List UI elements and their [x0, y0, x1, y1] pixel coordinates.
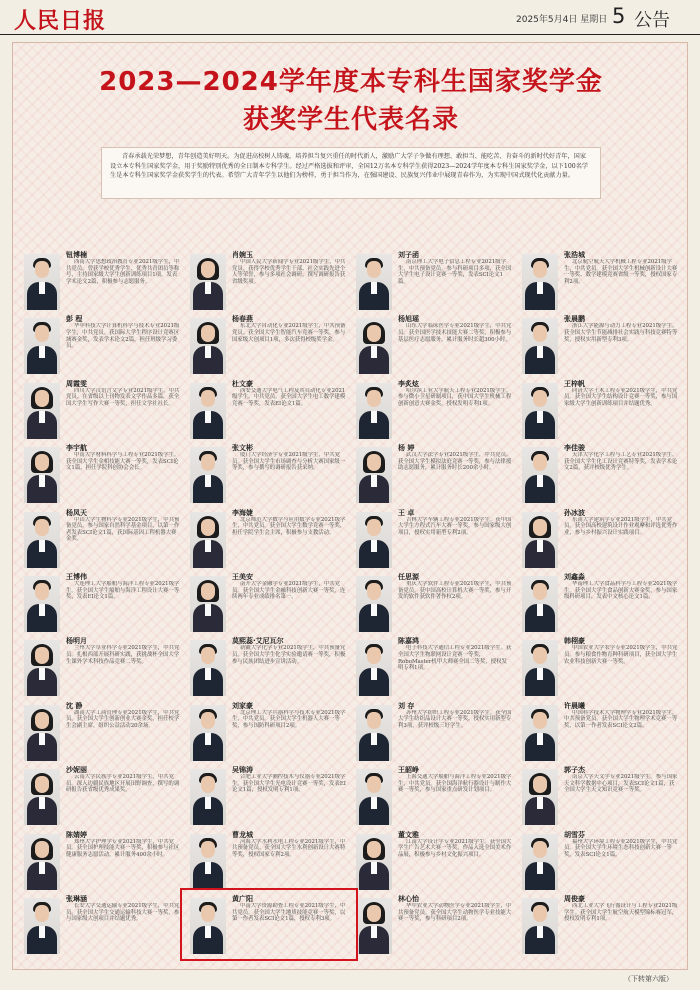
student-name: 刘 存 [398, 701, 415, 710]
student-bio: 长安大学交通运输专业2021级学生，中共党员。获全国大学生交通运输科技大赛一等奖，参与国家级大创项目并结题优秀。 [66, 903, 180, 923]
student-photo [356, 640, 392, 696]
student-name: 陈婧婷 [66, 830, 87, 839]
student-photo [190, 383, 226, 439]
student-name: 刘子函 [398, 251, 419, 259]
student-bio: 中南大学材料科学与工程专业2021级学生。获全国大学生金相技能大赛一等奖，发表SCI论文1篇，担任学院科创协会会长。 [66, 452, 180, 472]
student-photo [356, 254, 392, 310]
student-bio: 东南大学建筑学专业2021级学生，中共党员。获全国高校建筑设计作业观摩和评选优秀作业，参与乡村振兴设计实践项目。 [564, 516, 678, 536]
student-card [356, 379, 514, 443]
student-bio: 福州大学环境工程专业2021级学生，中共党员。获全国大学生环境生态科技创新大赛一等奖，发表SCI论文1篇。 [564, 838, 678, 858]
student-name: 董文雅 [398, 830, 419, 839]
student-name: 王 卓 [398, 508, 415, 517]
student-name: 郭子杰 [564, 766, 585, 775]
student-photo [522, 447, 558, 503]
student-name: 李佳骏 [564, 444, 585, 453]
student-bio: 中国科学技术大学物理学专业2021级学生，中共预备党员。获全国大学生物理学术竞赛一等奖，以第一作者发表SCI论文2篇。 [564, 709, 678, 729]
student-name: 李炙炫 [398, 379, 419, 388]
student-card [522, 830, 680, 894]
student-card [522, 572, 680, 636]
student-bio: 电子科技大学通信工程专业2021级学生。获全国大学生物联网设计竞赛一等奖，RoboMaster机甲大师赛全国二等奖，授权发明专利1项。 [398, 645, 512, 672]
student-card [522, 508, 680, 572]
student-photo [356, 898, 392, 954]
student-photo [522, 705, 558, 761]
student-photo [190, 769, 226, 825]
student-photo [190, 318, 226, 374]
student-photo [190, 512, 226, 568]
student-bio: 江南大学设计学专业2021级学生。获全国大学生广告艺术大赛一等奖，作品入选全国美术作品展，积极参与乡村文化振兴项目。 [398, 838, 512, 858]
student-card [24, 379, 182, 443]
intro-paragraph: 青春承载光荣梦想，青年创造美好明天。为促进高校树人铸魂，培养担当复兴重任的时代新人，激励广大学子争做有理想、敢担当、能吃苦、肯奋斗的新时代好青年，国家设立本专科生国家奖学金，用于奖励特别优秀的全日制本专科学生。经过严格选拔和评审，全国12万名本专科学生获得2023—2024学年度本专科生国家奖学金，以下100名学生是本专科生国家奖学金获奖学生的代表。希望广大青年学生以他们为榜样，勇于担当作为，在强国建设、民族复兴伟业中展现青春作为，为实现中国式现代化贡献力量。 [101, 147, 601, 199]
student-bio: 中南大学资源勘查工程专业2021级学生，中共党员。获全国大学生地质技能竞赛一等奖，以第一作者发表SCI论文1篇，授权专利3项。 [232, 903, 346, 923]
student-name: 彭 程 [66, 315, 83, 324]
headline-line-1: 2023—2024学年度本专科生国家奖学金 [99, 67, 603, 97]
student-name: 钮博楠 [66, 251, 87, 259]
student-bio: 南开大学金融学专业2021级学生，中共党员。获全国大学生金融科技创新大赛一等奖，连续两年专业成绩排名第一。 [232, 581, 346, 601]
student-photo [522, 383, 558, 439]
student-card [190, 314, 348, 378]
student-name: 刘家豪 [232, 701, 253, 710]
student-name: 许晨曦 [564, 701, 585, 710]
student-photo [24, 834, 60, 890]
student-bio: 北京师范大学数学与应用数学专业2021级学生，中共党员。获全国大学生数学竞赛一等奖，担任学院学生会主席，积极参与支教活动。 [232, 516, 346, 536]
student-name: 张文彬 [232, 444, 253, 453]
student-card [522, 636, 680, 700]
student-bio: 中山大学生物科学专业2021级学生，中共预备党员。参与国家自然科学基金项目，以第一作者发表SCI论文1篇，获国际基因工程机器大赛金奖。 [66, 516, 180, 543]
student-bio: 北京航空航天大学机械工程专业2021级学生，中共党员。获全国大学生机械创新设计大赛一等奖、数学建模竞赛省级一等奖，授权国家专利2项。 [564, 259, 678, 285]
student-bio: 大连理工大学船舶与海洋工程专业2021级学生。获全国大学生船舶与海洋工程设计大赛一等奖，发表EI论文1篇。 [66, 581, 180, 601]
student-name: 黄广阳 [232, 895, 253, 903]
student-name: 肖婉玉 [232, 251, 253, 259]
student-photo [356, 383, 392, 439]
student-photo [522, 834, 558, 890]
student-card [24, 636, 182, 700]
student-name: 韩栩豪 [564, 637, 585, 646]
student-card [24, 314, 182, 378]
student-bio: 云南大学民族学专业2021级学生，中共党员。深入边疆民族地区开展田野调查，撰写的调研报告获省级优秀成果奖。 [66, 774, 180, 794]
student-photo [356, 318, 392, 374]
student-bio: 南京大学天文学专业2021级学生。参与国家天文科学数据中心项目，发表SCI论文1篇，获全国大学生天文知识竞赛一等奖。 [564, 774, 678, 794]
student-photo [24, 769, 60, 825]
student-name: 王梓帆 [564, 379, 585, 388]
student-card [24, 572, 182, 636]
student-photo [356, 447, 392, 503]
page-number: 5 [612, 4, 626, 28]
student-photo [24, 898, 60, 954]
student-name: 王博伟 [66, 573, 87, 581]
student-card [190, 830, 348, 894]
student-photo [24, 254, 60, 310]
student-bio: 哈尔滨工业大学航天工程专业2021级学生。参与微小卫星研制项目，获中国大学生机械工程创新创意大赛金奖，授权发明专利1项。 [398, 387, 512, 407]
student-card [356, 314, 514, 378]
student-bio: 中国农业大学农学专业2021级学生，中共党员。参与粮食作物育种科研项目，获全国大学生农业科技创新大赛一等奖。 [564, 645, 678, 665]
student-bio: 郑州大学护理学专业2021级学生，中共党员。获全国护理技能大赛一等奖，积极参与社区健康服务志愿活动，累计服务400余小时。 [66, 838, 180, 858]
student-bio: 天津大学化学工程与工艺专业2021级学生。获全国大学生化工设计竞赛特等奖，发表学术论文2篇，获评校级优秀学生。 [564, 452, 678, 472]
student-card [190, 765, 348, 829]
student-card [356, 894, 514, 958]
student-photo [24, 576, 60, 632]
student-name: 曹龙城 [232, 830, 253, 839]
student-name: 陈嘉鸿 [398, 637, 419, 646]
student-bio: 南京理工大学电子信息工程专业2021级学生，中共预备党员。参与科研项目多项，获全国大学生电子设计竞赛一等奖，发表SCI论文1篇。 [398, 259, 512, 285]
student-name: 李海婕 [232, 508, 253, 517]
student-card [24, 765, 182, 829]
student-photo [522, 898, 558, 954]
student-card [522, 250, 680, 314]
student-bio: 重庆大学软件工程专业2021级学生，中共预备党员。获中国高校计算机大赛一等奖，参与开发的软件获软件著作权2项。 [398, 581, 512, 601]
student-photo [190, 447, 226, 503]
student-card [356, 508, 514, 572]
student-name: 孙冰波 [564, 508, 585, 517]
student-bio: 四川大学汉语言文学专业2021级学生，中共党员。在省级以上刊物发表文学作品多篇，获全国大学生写作大赛一等奖，担任文学社社长。 [66, 387, 180, 407]
student-card [190, 250, 348, 314]
student-photo [24, 447, 60, 503]
student-photo [356, 705, 392, 761]
student-bio: 厦门大学经济学专业2021级学生，中共党员。获全国大学生市场调查与分析大赛国家级一等奖，参与撰写的调研报告获采纳。 [232, 452, 346, 472]
student-photo [190, 640, 226, 696]
student-name: 林心怡 [398, 895, 419, 903]
student-card [24, 508, 182, 572]
student-bio: 中国人民大学新闻学专业2021级学生，中共党员。获得学校优秀学生干部、社会实践先进个人等荣誉，参与多项社会调研，撰写调研报告获省级奖项。 [232, 259, 346, 285]
student-card [522, 765, 680, 829]
student-photo [24, 640, 60, 696]
student-name: 张琳涵 [66, 895, 87, 903]
student-name: 王美安 [232, 573, 253, 581]
student-card [24, 894, 182, 958]
student-bio: 华中科技大学计算机科学与技术专业2021级学生，中共党员。获国际大学生程序设计竞赛区域赛金奖，发表学术论文2篇，担任班级学习委员。 [66, 323, 180, 350]
student-bio: 华中农业大学动物医学专业2021级学生，中共预备党员。获全国大学生动物医学专业技能大赛一等奖，参与科研项目2项。 [398, 903, 512, 923]
section-name: 公告 [634, 10, 670, 31]
student-photo [522, 576, 558, 632]
student-photo [190, 254, 226, 310]
student-bio: 同济大学土木工程专业2021级学生，中共党员。获全国大学生结构设计竞赛一等奖，参与国家级大学生创新训练项目并结题优秀。 [564, 387, 678, 407]
student-bio: 兰州大学草业科学专业2021级学生，中共党员。扎根西部开展科研实践，获挑战杯全国大学生课外学术科技作品竞赛二等奖。 [66, 645, 180, 665]
student-card [356, 572, 514, 636]
student-card [356, 443, 514, 507]
newspaper-logo: 人民日报 [14, 8, 107, 34]
student-card [190, 636, 348, 700]
student-bio: 山东大学临床医学专业2021级学生，中共党员。获全国医学技术技能大赛二等奖，积极参与基层医疗志愿服务，累计服务时长超300小时。 [398, 323, 512, 343]
student-bio: 新疆大学化学专业2021级学生，中共预备党员。获全国大学生化学实验邀请赛一等奖，积极参与民族团结进步宣讲活动。 [232, 645, 346, 665]
student-bio: 浙江大学能源与动力工程专业2021级学生。获全国大学生节能减排社会实践与科技竞赛特等奖，授权实用新型专利3项。 [564, 323, 678, 343]
student-photo [24, 512, 60, 568]
student-photo [522, 640, 558, 696]
student-bio: 西南大学思想政治教育专业2021级学生，中共党员。曾获学校优秀学生、优秀共青团员等称号，主持国家级大学生创新训练项目1项，发表学术论文2篇，积极参与志愿服务。 [66, 259, 180, 285]
student-card [190, 701, 348, 765]
student-bio: 武汉大学法学专业2021级学生，中共党员。获全国大学生模拟法庭竞赛一等奖，参与法律援助志愿服务，累计服务时长200余小时。 [398, 452, 512, 472]
student-bio: 河海大学水利水电工程专业2021级学生，中共预备党员。获全国大学生水利创新设计大赛特等奖，授权国家专利2项。 [232, 838, 346, 858]
student-card [522, 379, 680, 443]
student-photo [356, 769, 392, 825]
student-name: 张浩城 [564, 251, 585, 259]
student-name: 杨凤天 [66, 508, 87, 517]
student-card [522, 443, 680, 507]
student-name: 沙妮丽 [66, 766, 87, 775]
student-card [356, 636, 514, 700]
student-photo [190, 705, 226, 761]
continued-note: （下转第六版） [624, 975, 673, 983]
student-name: 张晨鹏 [564, 315, 585, 324]
masthead [0, 0, 700, 35]
student-bio: 华南理工大学食品科学与工程专业2021级学生。获全国大学生食品创新大赛金奖，参与国家级科研项目，发表中文核心论文1篇。 [564, 581, 678, 601]
student-bio: 上海交通大学船舶与海洋工程专业2021级学生，中共党员。获全国海洋航行器设计与制作大赛一等奖，参与国家重点研发计划项目。 [398, 774, 512, 794]
student-bio: 北京理工大学兵器科学与技术专业2021级学生，中共党员。获全国大学生机器人大赛一等奖，参与国防科研项目2项。 [232, 709, 346, 729]
student-name: 刘鑫淼 [564, 573, 585, 581]
student-name: 任思源 [398, 573, 419, 581]
student-photo [522, 512, 558, 568]
student-card [24, 830, 182, 894]
student-bio: 东北大学自动化专业2021级学生，中共预备党员。获全国大学生智能汽车竞赛一等奖，参与国家级大创项目1项，多次获得校级奖学金。 [232, 323, 346, 343]
student-bio: 吉林大学车辆工程专业2021级学生。获中国大学生方程式汽车大赛一等奖，参与国家级大创项目，授权实用新型专利2项。 [398, 516, 512, 536]
student-name: 吴锦涛 [232, 766, 253, 775]
student-card [190, 508, 348, 572]
student-bio: 西安交通大学电气工程及其自动化专业2021级学生，中共党员。获全国大学生电工数学建模竞赛一等奖，发表EI论文1篇。 [232, 387, 346, 407]
student-card [356, 830, 514, 894]
issue-date: 2025年5月4日 星期日 [516, 15, 608, 25]
student-photo [24, 383, 60, 439]
student-name: 杨旭瑶 [398, 315, 419, 324]
student-bio: 西北工业大学飞行器设计与工程专业2021级学生。获全国大学生航空航天模型锦标赛冠军，授权发明专利1项。 [564, 903, 678, 923]
student-card [522, 701, 680, 765]
student-name: 杨明月 [66, 637, 87, 646]
student-photo [522, 318, 558, 374]
student-card [356, 250, 514, 314]
student-name: 莫熙蕊·艾尼瓦尔 [232, 637, 284, 646]
student-photo [522, 254, 558, 310]
student-card [24, 250, 182, 314]
student-bio: 苏州大学纺织工程专业2021级学生。获全国大学生纺织品设计大赛一等奖，授权实用新型专利3项，获评校级三好学生。 [398, 709, 512, 729]
student-card [24, 443, 182, 507]
student-bio: 湖南大学工商管理专业2021级学生，中共党员。获全国大学生创新创业大赛金奖，担任校学生会副主席，组织公益活动20余场。 [66, 709, 180, 729]
student-card [190, 379, 348, 443]
student-name: 周霞雯 [66, 379, 87, 388]
student-name: 沈 静 [66, 701, 83, 710]
student-card [356, 701, 514, 765]
student-name: 杜文豪 [232, 379, 253, 388]
highlight-box [180, 888, 358, 961]
student-name: 周俊豪 [564, 895, 585, 903]
student-name: 胡雪芬 [564, 830, 585, 839]
student-card [522, 894, 680, 958]
student-name: 王韶峥 [398, 766, 419, 775]
headline-line-2: 获奖学生代表名录 [242, 105, 459, 135]
student-photo [356, 512, 392, 568]
student-photo [522, 769, 558, 825]
student-photo [356, 834, 392, 890]
student-bio: 合肥工业大学测控技术与仪器专业2021级学生。获全国大学生光电设计竞赛一等奖，发表EI论文1篇，授权发明专利1项。 [232, 774, 346, 794]
student-card [24, 701, 182, 765]
student-photo [24, 318, 60, 374]
student-photo [190, 576, 226, 632]
student-photo [190, 834, 226, 890]
student-photo [356, 576, 392, 632]
student-photo [24, 705, 60, 761]
student-name: 李宇航 [66, 444, 87, 453]
student-card [522, 314, 680, 378]
student-name: 杨 婷 [398, 444, 415, 453]
student-card [190, 572, 348, 636]
student-card [356, 765, 514, 829]
student-card [190, 443, 348, 507]
student-name: 杨春燕 [232, 315, 253, 324]
